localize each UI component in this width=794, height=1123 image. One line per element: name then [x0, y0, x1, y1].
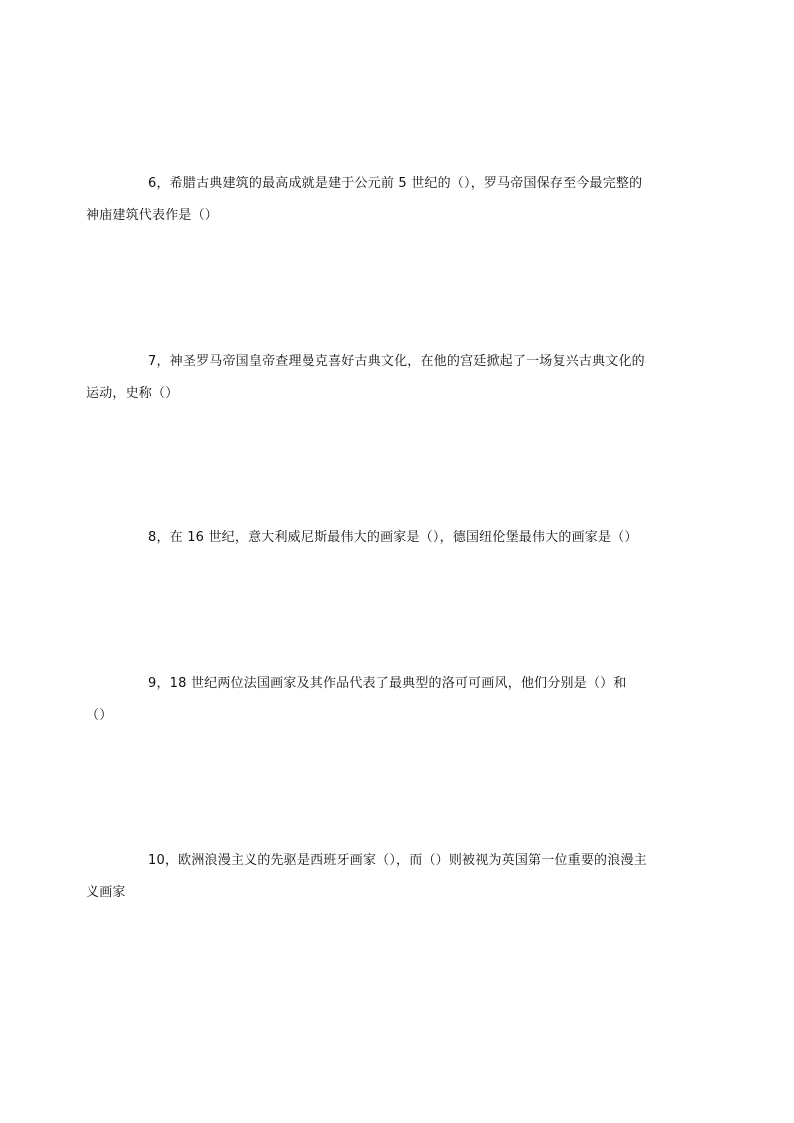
question-10-line-2: 义画家 [86, 885, 126, 900]
question-10-line-1: 10，欧洲浪漫主义的先驱是西班牙画家（），而（）则被视为英国第一位重要的浪漫主 [148, 853, 647, 868]
question-9-line-1: 9，18 世纪两位法国画家及其作品代表了最典型的洛可可画风，他们分别是（）和 [148, 676, 627, 691]
question-7-line-1: 7，神圣罗马帝国皇帝查理曼克喜好古典文化，在他的宫廷掀起了一场复兴古典文化的 [148, 354, 645, 369]
question-8 [117, 522, 682, 554]
question-9 [86, 668, 682, 732]
question-6-line-1: 6，希腊古典建筑的最高成就是建于公元前 5 世纪的（），罗马帝国保存至今最完整的 [148, 176, 643, 191]
question-9-line-2: （） [86, 708, 113, 723]
question-7-line-2: 运动，史称（） [86, 386, 179, 401]
question-8-line-1: 8，在 16 世纪，意大利威尼斯最伟大的画家是（），德国纽伦堡最伟大的画家是（） [148, 530, 638, 545]
question-7 [86, 346, 682, 410]
question-6-line-2: 神庙建筑代表作是（） [86, 208, 219, 223]
question-10 [86, 845, 682, 909]
question-6 [86, 168, 682, 232]
